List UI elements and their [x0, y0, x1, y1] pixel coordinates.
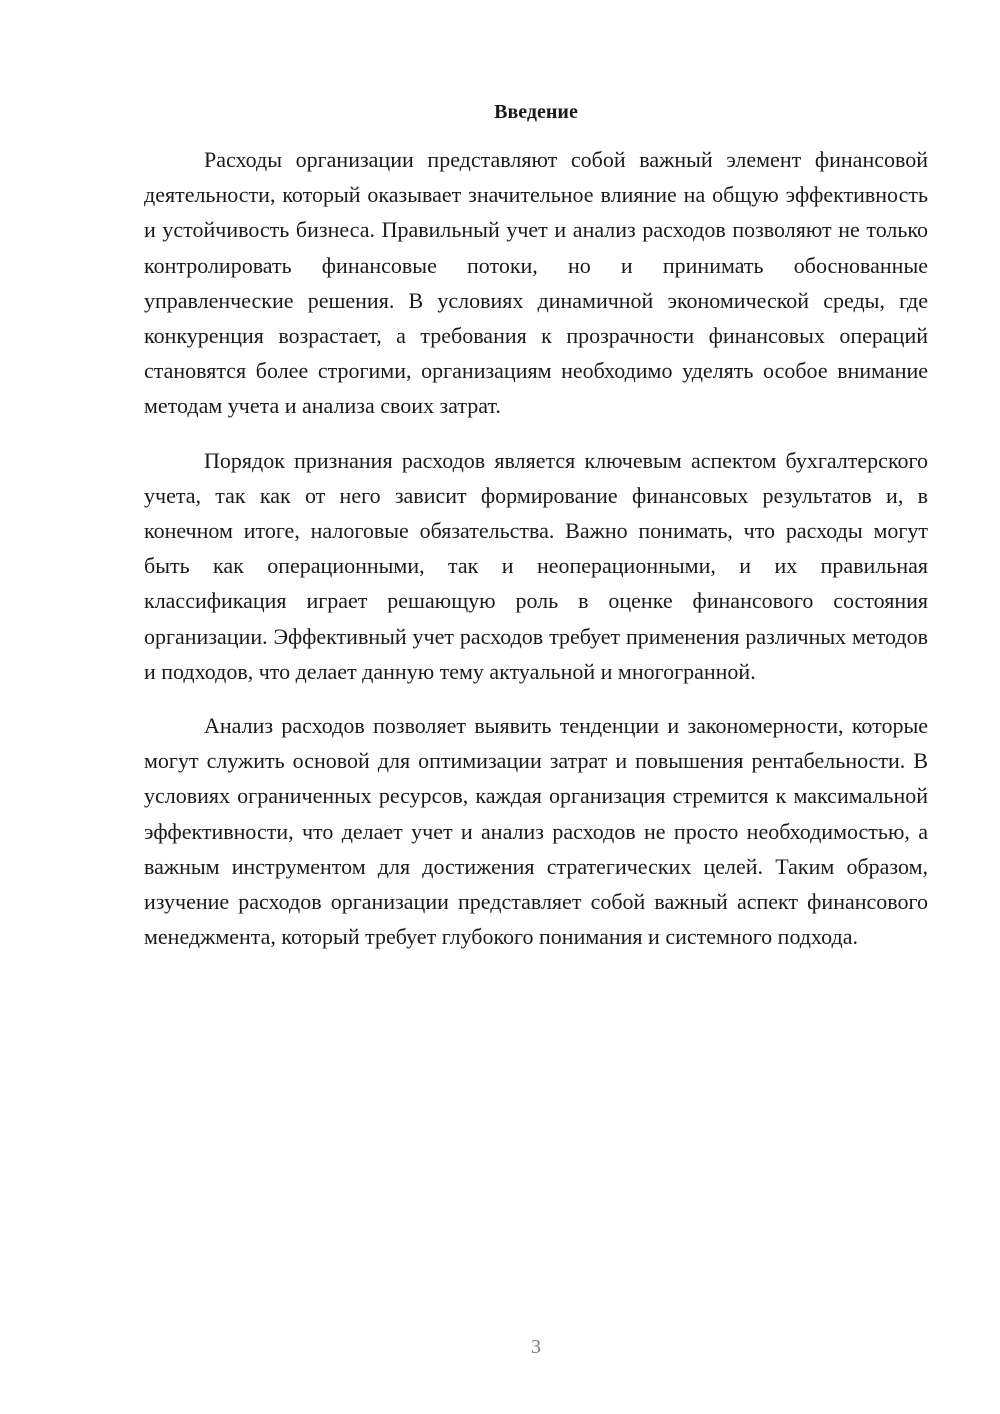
page-number: 3 [531, 1336, 541, 1358]
body-text [144, 142, 928, 973]
section-heading: Введение [494, 101, 578, 123]
paragraph: Порядок признания расходов является ключевым аспектом бухгалтерского учета, так как от него зависит формирование финансовых результатов и, в конечном итоге, налоговые обязательства. Важно понимать, что расходы могут быть как операционными, так и неоперационными, и их правильная классификация играет решающую роль в оценке финансового состояния организации. Эффективный учет расходов требует применения различных методов и подходов, что делает данную тему актуальной и многогранной. [144, 447, 928, 684]
paragraph: Анализ расходов позволяет выявить тенденции и закономерности, которые могут служить основой для оптимизации затрат и повышения рентабельности. В условиях ограниченных ресурсов, каждая организация стремится к максимальной эффективности, что делает учет и анализ расходов не просто необходимостью, а важным инструментом для достижения стратегических целей. Таким образом, изучение расходов организации представляет собой важный аспект финансового менеджмента, который требует глубокого понимания и системного подхода. [144, 713, 928, 950]
paragraph: Расходы организации представляют собой важный элемент финансовой деятельности, который оказывает значительное влияние на общую эффективность и устойчивость бизнеса. Правильный учет и анализ расходов позволяют не только контролировать финансовые потоки, но и принимать обоснованные управленческие решения. В условиях динамичной экономической среды, где конкуренция возрастает, а требования к прозрачности финансовых операций становятся более строгими, организациям необходимо уделять особое внимание методам учета и анализа своих затрат. [144, 147, 928, 419]
